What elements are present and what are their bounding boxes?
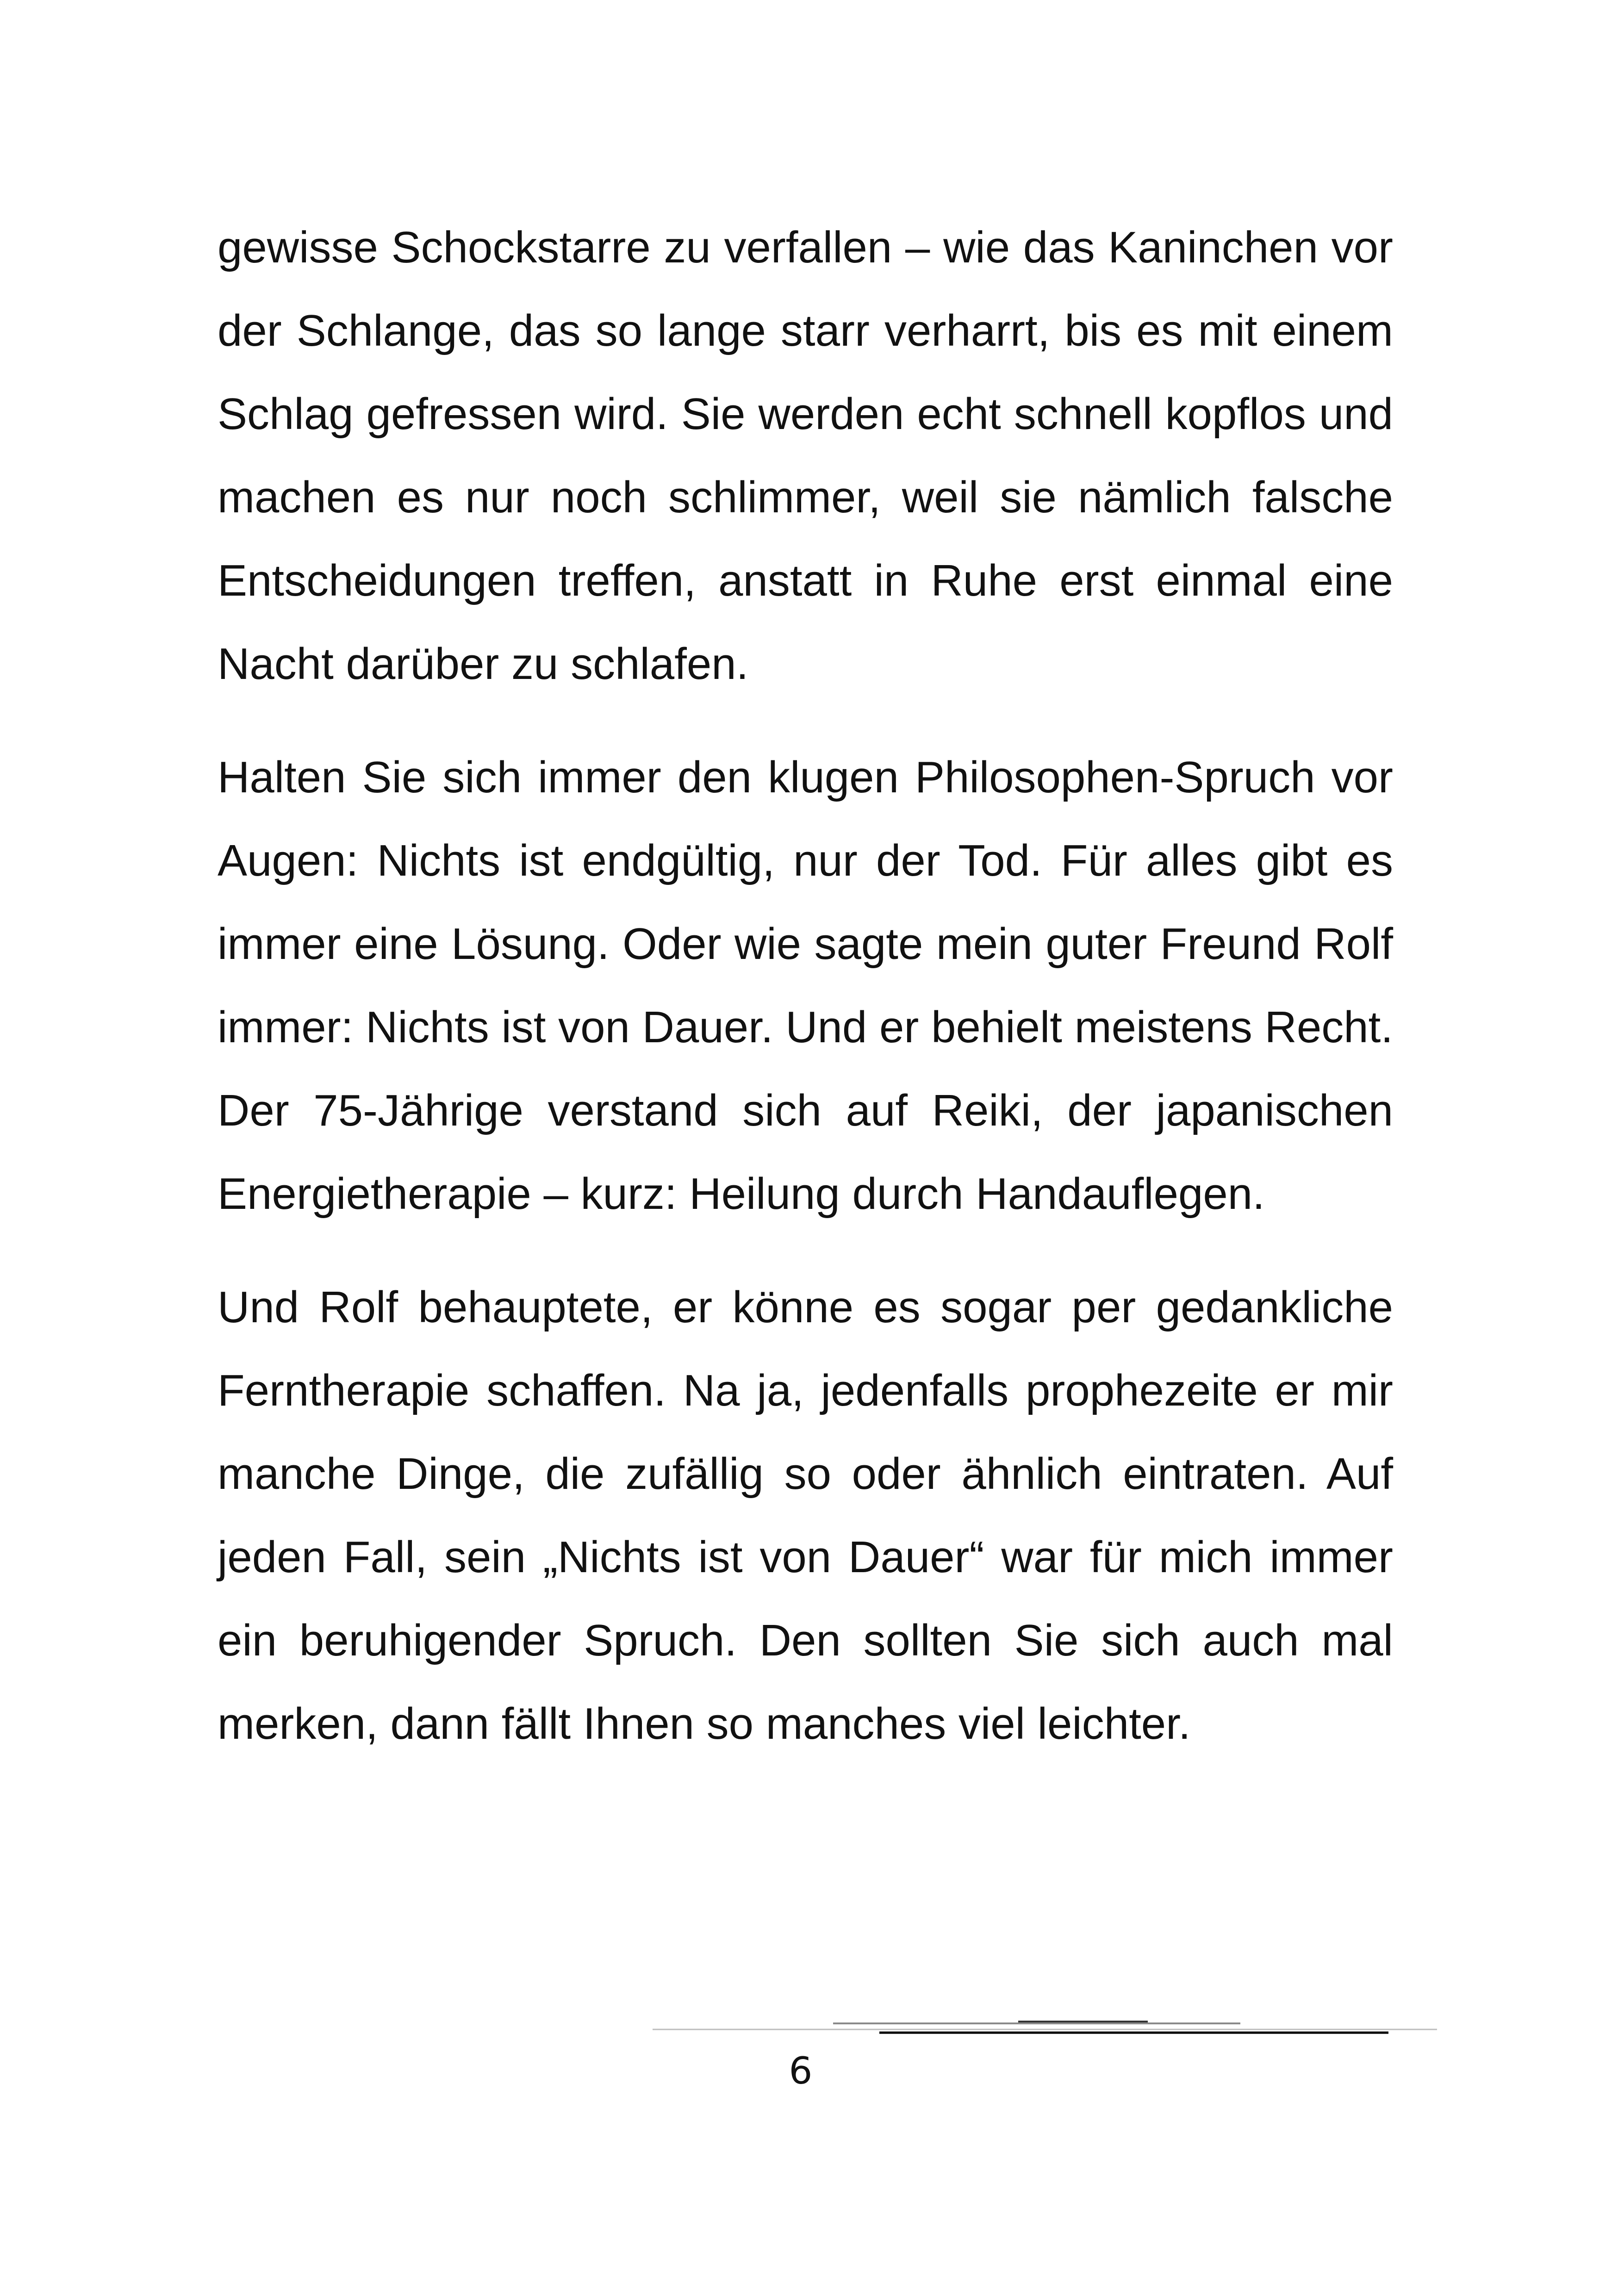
paragraph-2: Halten Sie sich immer den klugen Philosophen-Spruch vor Augen: Nichts ist endgültig, nur der Tod. Für alles gibt es immer eine Lösung. Oder wie sagte mein guter Freund Rolf immer: Nichts ist von Dauer. Und er behielt meistens Recht. Der 75-Jährige verstand sich auf Reiki, der japanischen Energietherapie – kurz: Heilung durch Handauflegen. bbox=[218, 753, 1393, 1219]
page-number: 6 bbox=[789, 2049, 813, 2092]
paragraph-1: gewisse Schockstarre zu verfallen – wie das Kaninchen vor der Schlange, das so lange starr verharrt, bis es mit einem Schlag gefressen wird. Sie werden echt schnell kopflos und machen es nur noch schlimmer, weil sie nämlich falsche Entscheidungen treffen, anstatt in Ruhe erst einmal eine Nacht darüber zu schlafen. bbox=[218, 223, 1393, 689]
paragraph-3: Und Rolf behauptete, er könne es sogar per gedankliche Ferntherapie schaffen. Na ja, jedenfalls prophezeite er mir manche Dinge, die zufällig so oder ähnlich eintraten. Auf jeden Fall, sein „Nichts ist von Dauer“ war für mich immer ein beruhigender Spruch. Den sollten Sie sich auch mal merken, dann fällt Ihnen so manches viel leichter. bbox=[218, 1282, 1393, 1748]
